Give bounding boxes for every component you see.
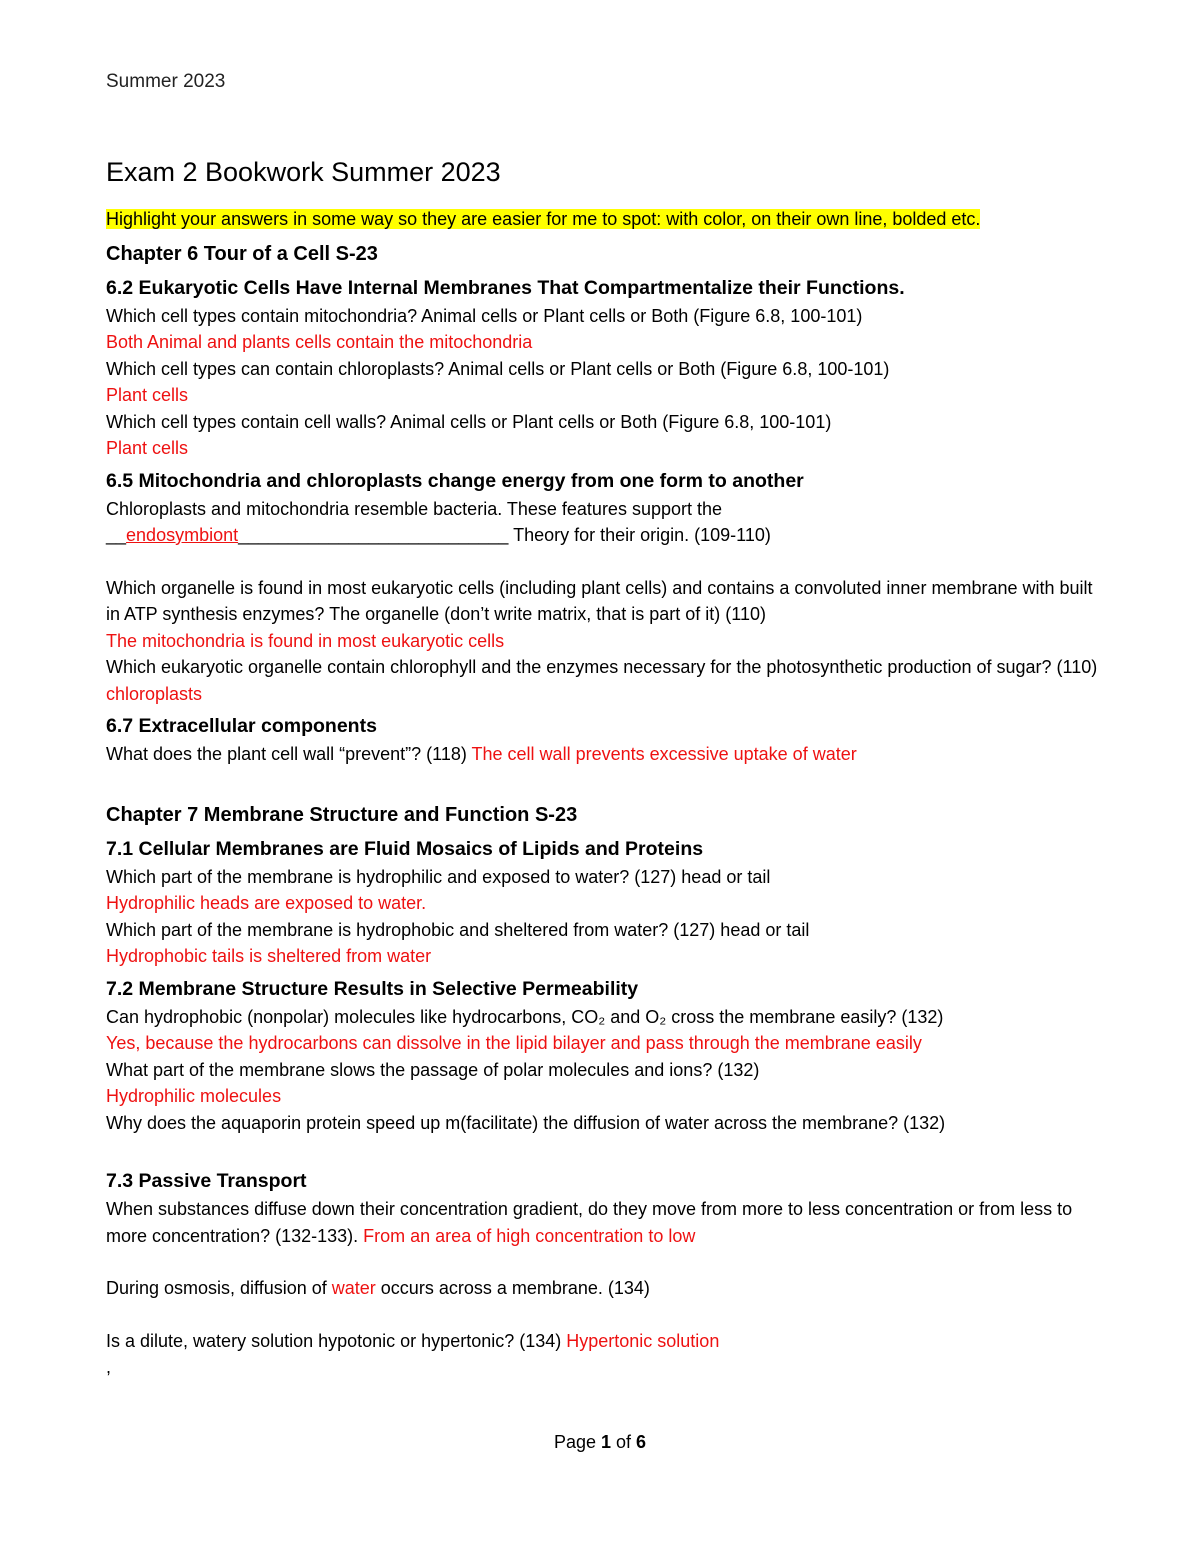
answer: chloroplasts [106, 683, 203, 704]
question: Chloroplasts and mitochondria resemble bacteria. These features support the [106, 498, 723, 519]
question: Which eukaryotic organelle contain chlorophyll and the enzymes necessary for the photosynthetic production of sugar? (110) [106, 657, 1098, 677]
question: What part of the membrane slows the passage of polar molecules and ions? (132) [106, 1059, 760, 1080]
question-with-answer [106, 1196, 1106, 1249]
question: Which part of the membrane is hydrophobic and sheltered from water? (127) head or tail [106, 919, 810, 940]
question-start: During osmosis, diffusion of [106, 1278, 332, 1298]
question: Which part of the membrane is hydrophilic and exposed to water? (127) head or tail [106, 866, 771, 887]
document-body [106, 152, 1106, 1381]
of-label: of [611, 1432, 637, 1452]
answer: Hydrophobic tails is sheltered from water [106, 946, 432, 966]
spacer [106, 1249, 1106, 1275]
highlighted-instruction: Highlight your answers in some way so they are easier for me to spot: with color, on their own line, bolded etc. [106, 209, 981, 229]
page-total: 6 [636, 1432, 647, 1452]
section-7-1-heading: 7.1 Cellular Membranes are Fluid Mosaics of Lipids and Proteins [106, 837, 704, 860]
chapter-7-heading: Chapter 7 Membrane Structure and Function S-23 [106, 803, 578, 826]
question: Which cell types can contain chloroplasts? Animal cells or Plant cells or Both (Figure 6.8, 100-101) [106, 358, 890, 379]
answer: Hydrophilic heads are exposed to water. [106, 893, 427, 913]
answer: Plant cells [106, 438, 189, 458]
question: What does the plant cell wall “prevent”? (118) [106, 744, 472, 764]
document-title: Exam 2 Bookwork Summer 2023 [106, 157, 501, 187]
answer: Both Animal and plants cells contain the mitochondria [106, 332, 533, 352]
answer: Hypertonic solution [566, 1330, 720, 1351]
answer: Yes, because the hydrocarbons can dissolve in the lipid bilayer and pass through the membrane easily [106, 1033, 922, 1053]
answer: The mitochondria is found in most eukaryotic cells [106, 630, 505, 651]
blank-suffix: ___________________________ [238, 525, 509, 545]
question: Which organelle is found in most eukaryotic cells (including plant cells) and contains a convoluted inner membrane with built in ATP synthesis enzymes? The organelle (don’t write matrix, that is part of it) (110) [106, 577, 1093, 624]
page-label: Page [553, 1432, 601, 1452]
page-footer [0, 1432, 1200, 1453]
answer: water [331, 1278, 376, 1298]
section-6-5-heading: 6.5 Mitochondria and chloroplasts change energy from one form to another [106, 469, 804, 492]
question-end: Theory for their origin. (109-110) [508, 525, 771, 545]
answer: Hydrophilic molecules [106, 1086, 282, 1106]
question-end: occurs across a membrane. (134) [375, 1278, 650, 1298]
spacer [106, 1302, 1106, 1328]
blank-prefix: __ [106, 525, 127, 545]
chapter-6-heading: Chapter 6 Tour of a Cell S-23 [106, 242, 378, 265]
question: Which cell types contain mitochondria? Animal cells or Plant cells or Both (Figure 6.8, 100-101) [106, 305, 863, 326]
instruction-line [106, 206, 1106, 233]
question: Why does the aquaporin protein speed up m(facilitate) the diffusion of water across the membrane? (132) [106, 1112, 946, 1133]
question-with-answer [106, 1275, 1106, 1302]
answer: From an area of high concentration to low [363, 1225, 696, 1246]
question: Is a dilute, watery solution hypotonic or hypertonic? (134) [106, 1330, 567, 1351]
section-6-7-heading: 6.7 Extracellular components [106, 715, 377, 737]
question: Can hydrophobic (nonpolar) molecules like hydrocarbons, CO₂ and O₂ cross the membrane easily? (132) [106, 1006, 944, 1027]
section-7-3-heading: 7.3 Passive Transport [106, 1170, 307, 1192]
answer: The cell wall prevents excessive uptake of water [471, 744, 857, 764]
page-header: Summer 2023 [106, 71, 226, 92]
question: Which cell types contain cell walls? Animal cells or Plant cells or Both (Figure 6.8, 100-101) [106, 411, 832, 432]
answer: Plant cells [106, 385, 189, 405]
spacer [106, 549, 1106, 575]
stray-mark: , [106, 1357, 112, 1377]
section-6-2-heading: 6.2 Eukaryotic Cells Have Internal Membranes That Compartmentalize their Functions. [106, 276, 905, 299]
spacer [106, 768, 1106, 794]
question-with-answer [106, 1328, 1106, 1355]
fill-in-blank-line [106, 522, 1106, 549]
answer: endosymbiont [126, 525, 239, 545]
section-7-2-heading: 7.2 Membrane Structure Results in Selective Permeability [106, 977, 639, 1000]
spacer [106, 1136, 1106, 1162]
question-with-answer [106, 741, 1106, 768]
question: When substances diffuse down their concentration gradient, do they move from more to less concentration or from less to more concentration? (132-133). [106, 1199, 1073, 1246]
page-number: 1 [601, 1432, 612, 1452]
